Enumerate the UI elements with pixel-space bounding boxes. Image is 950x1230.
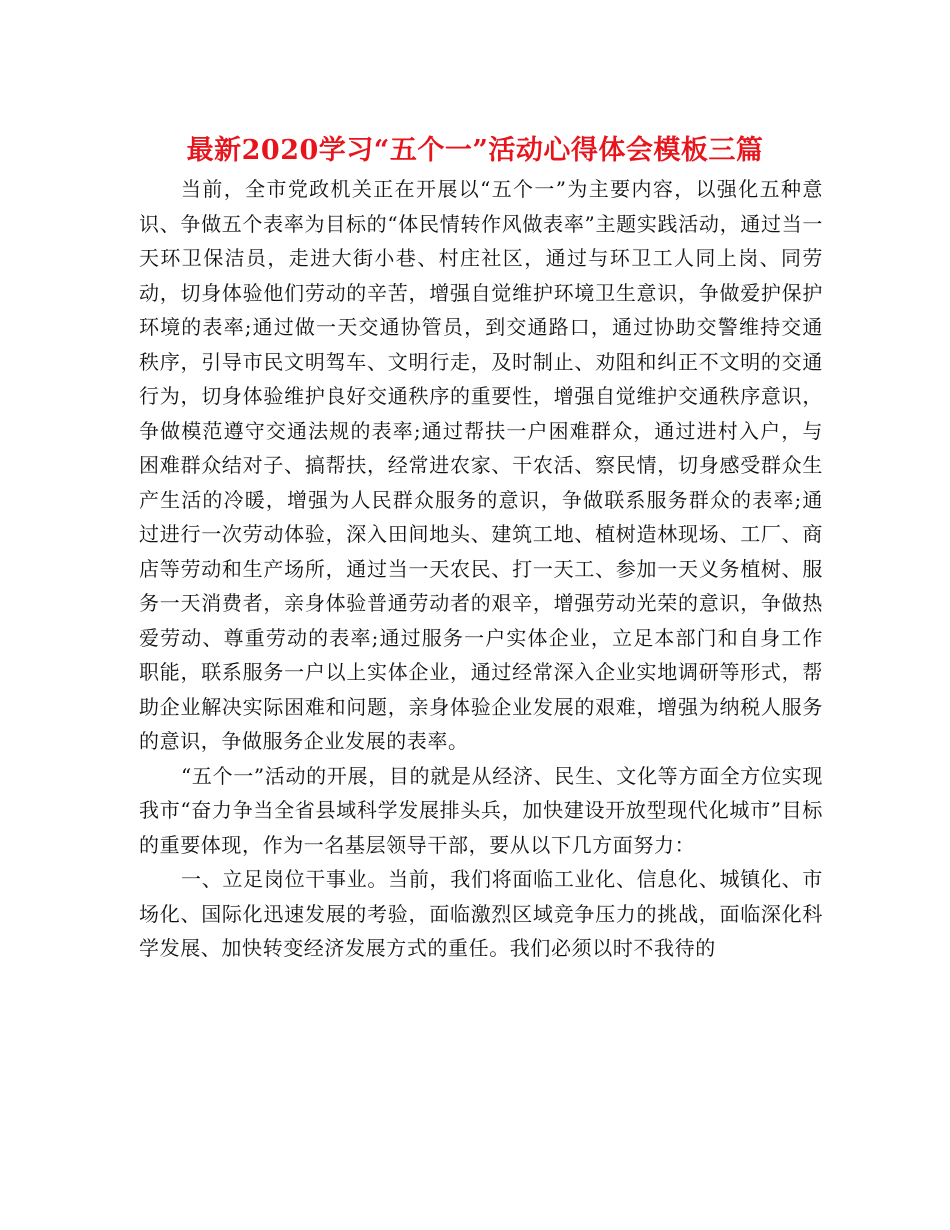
paragraph-intro: 当前，全市党政机关正在开展以“五个一”为主要内容，以强化五种意识、争做五个表率为目标的“体民情转作风做表率”主题实践活动，通过当一天环卫保洁员，走进大街小巷、村庄社区，通过与环卫工人同上岗、同劳动，切身体验他们劳动的辛苦，增强自觉维护环境卫生意识，争做爱护保护环境的表率;通过做一天交通协管员，到交通路口，通过协助交警维持交通秩序，引导市民文明驾车、文明行走，及时制止、劝阻和纠正不文明的交通行为，切身体验维护良好交通秩序的重要性，增强自觉维护交通秩序意识，争做模范遵守交通法规的表率;通过帮扶一户困难群众，通过进村入户，与困难群众结对子、搞帮扶，经常进农家、干农活、察民情，切身感受群众生产生活的冷暖，增强为人民群众服务的意识，争做联系服务群众的表率;通过进行一次劳动体验，深入田间地头、建筑工地、植树造林现场、工厂、商店等劳动和生产场所，通过当一天农民、打一天工、参加一天义务植树、服务一天消费者，亲身体验普通劳动者的艰辛，增强劳动光荣的意识，争做热爱劳动、尊重劳动的表率;通过服务一户实体企业，立足本部门和自身工作职能，联系服务一户以上实体企业，通过经常深入企业实地调研等形式，帮助企业解决实际困难和问题，亲身体验企业发展的艰难，增强为纳税人服务的意识，争做服务企业发展的表率。	[139, 177, 823, 753]
paragraph-purpose: “五个一”活动的开展，目的就是从经济、民生、文化等方面全方位实现我市“奋力争当全省县域科学发展排头兵，加快建设开放型现代化城市”目标的重要体现，作为一名基层领导干部，要从以下几方面努力：	[139, 763, 823, 857]
document-title: 最新2020学习“五个一”活动心得体会模板三篇	[186, 135, 764, 166]
paragraph-point-one: 一、立足岗位干事业。当前，我们将面临工业化、信息化、城镇化、市场化、国际化迅速发展的考验，面临激烈区域竞争压力的挑战，面临深化科学发展、加快转变经济发展方式的重任。我们必须以时不我待的	[139, 867, 823, 960]
document-body	[139, 172, 823, 966]
